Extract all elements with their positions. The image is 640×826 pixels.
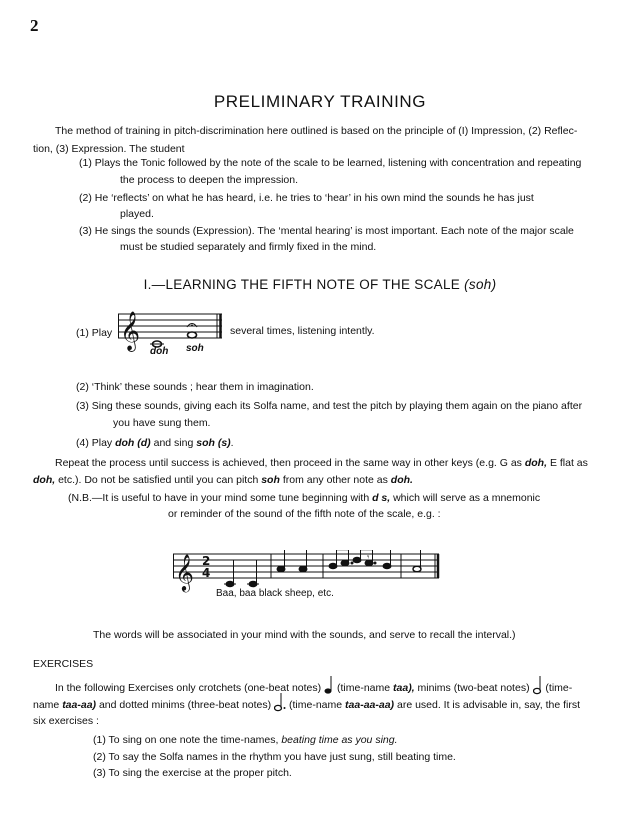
ex-2a: name: [33, 699, 60, 711]
step-1-label: (1) Play: [76, 327, 113, 339]
repeat-2c: soh: [261, 474, 280, 486]
repeat-2d: from any other note as: [282, 474, 388, 486]
principle-2-line-2: played.: [120, 208, 154, 220]
step-3-line-1: (3) Sing these sounds, giving each its Solfa name, and test the pitch by playing them again on the piano after: [76, 400, 583, 412]
ex-1b: (time-name: [336, 682, 391, 694]
section-title-italic: (soh): [464, 277, 497, 292]
nb-1a: (N.B.—It is useful to have in your mind some tune beginning with: [68, 492, 370, 504]
nb-1c: which will serve as a mnemonic: [393, 492, 541, 504]
exercise-item-1-italic: beating time as you sing.: [281, 734, 398, 746]
step-4-end: .: [230, 437, 234, 449]
doh-soh-staff: [118, 308, 224, 362]
principle-3-line-2: must be studied separately and firmly fixed in the mind.: [120, 241, 377, 253]
label-soh: soh: [186, 343, 204, 354]
repeat-line-1: [55, 456, 588, 470]
ex-1d: minims (two-beat notes): [417, 682, 530, 694]
repeat-2a: doh,: [33, 474, 56, 486]
exercises-line-3: six exercises :: [33, 715, 99, 727]
repeat-2b: etc.). Do not be satisfied until you can pitch: [58, 474, 259, 486]
step-4-soh: soh (s): [196, 437, 231, 449]
exercise-item-3: (3) To sing the exercise at the proper pitch.: [93, 767, 292, 779]
repeat-1b: doh,: [524, 457, 548, 469]
exercise-item-1-text: (1) To sing on one note the time-names,: [93, 734, 279, 746]
step-4-a: (4) Play: [76, 437, 113, 449]
repeat-2e: doh.: [390, 474, 413, 486]
ex-2d: (time-name: [289, 699, 343, 711]
whole-note-soh: [188, 332, 197, 338]
eighth-rest-icon: 𝄾: [367, 553, 370, 563]
ex-2f: are used. It is advisable in, say, the first: [396, 699, 581, 711]
repeat-1c: E flat as: [549, 457, 588, 469]
repeat-1a: Repeat the process until success is achieved, then proceed in the same way in other keys (e.g. G as: [55, 457, 522, 469]
nb-line-1: [68, 491, 540, 505]
ex-2b: taa-aa): [62, 699, 97, 711]
page-title: PRELIMINARY TRAINING: [213, 92, 427, 111]
principle-1-line-1: (1) Plays the Tonic followed by the note of the scale to be learned, listening with concentration and repeating: [79, 157, 582, 169]
exercise-item-2: (2) To say the Solfa names in the rhythm you have just sung, still beating time.: [93, 751, 456, 763]
tune-lyrics: Baa, baa black sheep, etc.: [216, 588, 334, 599]
exercise-item-1: [93, 733, 398, 747]
section-title: [0, 277, 640, 292]
ex-1e: (time-: [545, 682, 573, 694]
principle-1-line-2: the process to deepen the impression.: [120, 174, 299, 186]
step-1-after: several times, listening intently.: [230, 325, 375, 337]
step-4: [76, 436, 234, 450]
ex-2c: and dotted minims (three-beat notes): [98, 699, 272, 711]
exercises-line-2: [33, 692, 580, 712]
label-doh: doh: [150, 346, 169, 357]
treble-clef-icon: 𝄞: [175, 553, 194, 591]
association-text: The words will be associated in your mind with the sounds, and serve to recall the interval.): [93, 629, 516, 641]
time-signature-top: 2: [202, 554, 211, 568]
treble-clef-icon: 𝄞: [120, 311, 141, 351]
nb-line-2: or reminder of the sound of the fifth note of the scale, e.g. :: [168, 508, 441, 520]
step-2: (2) ‘Think’ these sounds ; hear them in imagination.: [76, 381, 314, 393]
ex-1a: In the following Exercises only crotchets (one-beat notes): [55, 682, 322, 694]
exercises-heading: EXERCISES: [33, 658, 94, 670]
ex-2e: taa-aa-aa): [345, 699, 395, 711]
time-signature-bottom: 4: [202, 566, 211, 580]
step-3-line-2: you have sung them.: [113, 417, 211, 429]
intro-line-2: tion, (3) Expression. The student: [33, 143, 185, 155]
step-4-doh: doh (d): [115, 437, 151, 449]
ex-1c: taa),: [393, 682, 415, 694]
nb-1b: d s,: [372, 492, 391, 504]
repeat-line-2: [33, 473, 413, 487]
principle-2-line-1: (2) He ‘reflects’ on what he has heard, i.e. he tries to ‘hear’ in his own mind the sounds he has just: [79, 192, 534, 204]
dotted-minim-icon: [274, 692, 286, 712]
step-4-c: and sing: [153, 437, 194, 449]
intro-line-1: The method of training in pitch-discrimination here outlined is based on the principle of (I) Impression, (2) Reflec-: [55, 125, 578, 137]
principle-3-line-1: (3) He sings the sounds (Expression). The ‘mental hearing’ is most important. Each note of the major scale: [79, 225, 574, 237]
page-number: 2: [30, 16, 39, 35]
section-title-text: I.—LEARNING THE FIFTH NOTE OF THE SCALE: [143, 277, 461, 292]
